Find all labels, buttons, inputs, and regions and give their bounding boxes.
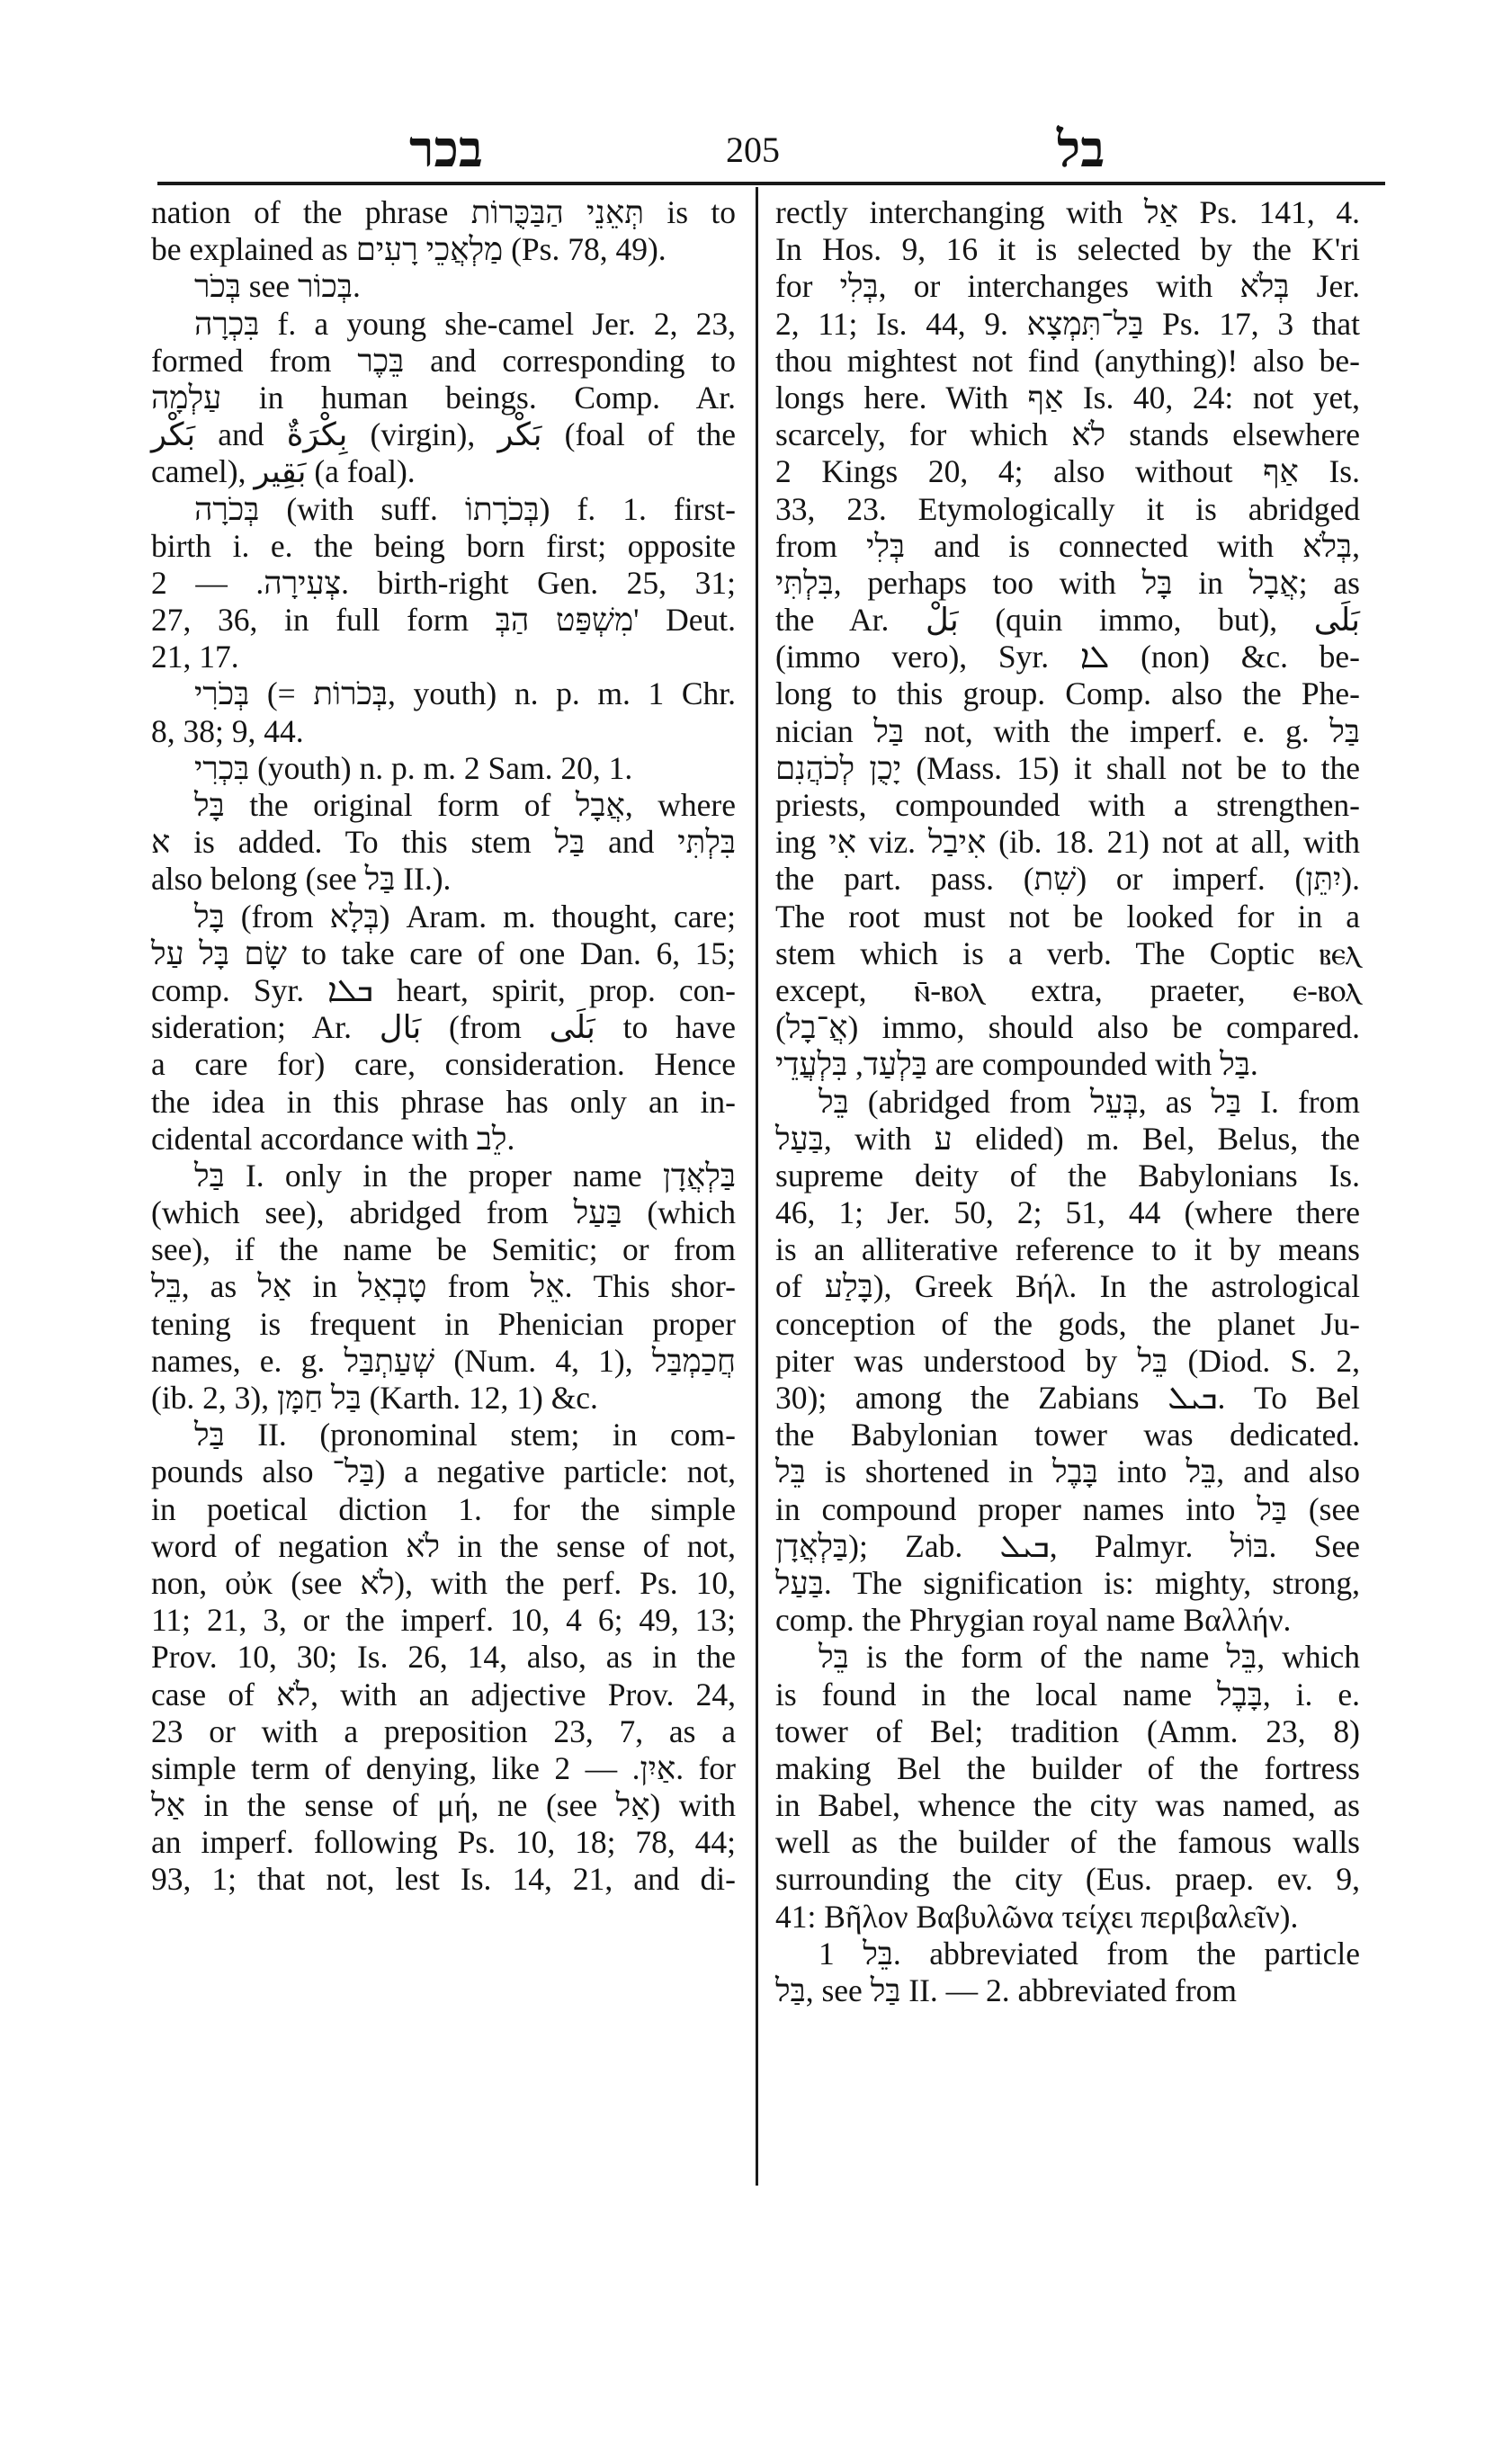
- text-line: also belong (see בַּל II.).: [151, 861, 452, 898]
- text-line: names, e. g. שְׁעַתְבַּל (Num. 4, 1), חֲכַמְבַּל: [151, 1342, 736, 1379]
- text-line: בֵּל is the form of the name בֵּל, which: [819, 1639, 1360, 1676]
- text-line: an imperf. following Ps. 10, 18; 78, 44;: [151, 1824, 736, 1861]
- text-line: supreme deity of the Babylonians Is.: [775, 1157, 1360, 1194]
- text-line: 46, 1; Jer. 50, 2; 51, 44 (where there: [775, 1194, 1360, 1231]
- text-line: בְּכֹרִי (= בְּכֹרוֹת, youth) n. p. m. 1 Chr.: [194, 675, 737, 712]
- text-line: 8, 38; 9, 44.: [151, 712, 304, 749]
- text-line: except, ⲛ̄-ⲃⲟⲗ extra, praeter, ⲉ-ⲃⲟⲗ: [775, 971, 1360, 1008]
- text-line: בְּכֹר see בְּכוֹר.: [194, 268, 361, 305]
- text-line: בֵּל 1. abbreviated from the particle: [819, 1935, 1360, 1972]
- text-line: word of negation לֹא in the sense of not,: [151, 1527, 736, 1564]
- text-line: עַלְמָה in human beings. Comp. Ar.: [151, 379, 736, 416]
- text-line: בִּכְרָה f. a young she-camel Jer. 2, 23,: [194, 305, 736, 342]
- text-line: birth i. e. the being born first; opposite: [151, 527, 736, 564]
- text-line: nician בַּל not, with the imperf. e. g. בַּל: [775, 712, 1360, 749]
- text-line: בַּעַל. The signification is: mighty, strong,: [775, 1564, 1360, 1601]
- text-line: א is added. To this stem בַּל and בִּלְתִּי: [151, 824, 736, 861]
- text-line: longs here. With אַף Is. 40, 24: not yet,: [775, 379, 1360, 416]
- right-column: [775, 194, 1360, 2009]
- text-line: אַל in the sense of μή, ne (see אַל) with: [151, 1787, 736, 1824]
- text-line: the Babylonian tower was dedicated.: [775, 1417, 1360, 1453]
- text-line: comp. the Phrygian royal name Βαλλήν.: [775, 1602, 1292, 1639]
- text-line: scarcely, for which לֹא stands elsewhere: [775, 416, 1360, 453]
- text-line: (which see), abridged from בַּעַל (which: [151, 1194, 736, 1231]
- text-line: priests, compounded with a strengthen-: [775, 787, 1360, 823]
- text-line: nation of the phrase תְּאֵנֵי הַבַּכֻּרוֹת is to: [151, 194, 736, 230]
- text-line: thou mightest not find (anything)! also be-: [775, 342, 1360, 379]
- text-line: (ib. 2, 3), בַּל חַמָּן (Karth. 12, 1) &c.: [151, 1380, 598, 1416]
- text-line: sideration; Ar. بَال (from بَلَى to have: [151, 1009, 736, 1046]
- text-line: tower of Bel; tradition (Amm. 23, 8): [775, 1712, 1360, 1749]
- text-line: 21, 17.: [151, 639, 239, 675]
- text-line: בֵּל, as אַל in טָבְאַל from אֵל. This shor-: [151, 1268, 736, 1305]
- text-line: case of לֹא, with an adjective Prov. 24,: [151, 1676, 736, 1712]
- text-line: be explained as מַלְאֲכֵי רָעִים (Ps. 78, 49).: [151, 231, 667, 268]
- text-line: 93, 1; that not, lest Is. 14, 21, and di-: [151, 1861, 736, 1898]
- text-line: צְעִירָה. — 2. birth-right Gen. 25, 31;: [151, 564, 736, 601]
- text-line: surrounding the city (Eus. praep. ev. 9,: [775, 1861, 1360, 1898]
- text-line: בֵּל is shortened in בָּבֶל into בֵּל, and also: [775, 1453, 1360, 1490]
- text-line: בָּל (from בְּלָא) Aram. m. thought, care;: [194, 898, 736, 934]
- text-line: in Babel, whence the city was named, as: [775, 1787, 1360, 1824]
- text-line: The root must not be looked for in a: [775, 898, 1360, 934]
- text-line: cidental accordance with לֵב.: [151, 1120, 515, 1157]
- text-line: 41: Βῆλον Βαβυλῶνα τείχει περιβαλεῖν).: [775, 1898, 1299, 1935]
- text-line: tening is frequent in Phenician proper: [151, 1305, 736, 1342]
- text-line: conception of the gods, the planet Ju-: [775, 1305, 1360, 1342]
- page-header: [157, 112, 1385, 184]
- text-line: بَكْر and بِكْرَةٌ (virgin), بَكْر (foal of the: [151, 416, 736, 453]
- text-line: for בְּלִי, or interchanges with בְּלֹא Jer.: [775, 268, 1360, 305]
- text-line: making Bel the builder of the fortress: [775, 1749, 1360, 1786]
- text-line: בְּכֹרָה (with suff. בְּכֹרָתוֹ) f. 1. first-: [194, 490, 736, 527]
- left-running-headword: בכר: [409, 120, 483, 179]
- text-line: the idea in this phrase has only an in-: [151, 1083, 736, 1120]
- text-line: בֵּל (abridged from בְּעֵל, as בַּל I. from: [819, 1083, 1360, 1120]
- text-line: pounds also בַּל־) a negative particle: not,: [151, 1453, 737, 1490]
- text-line: בַּל I. only in the proper name בַּלְאֲדָן: [194, 1157, 736, 1194]
- text-line: שָׂם בָּל עַל to take care of one Dan. 6, 15;: [151, 934, 736, 971]
- text-line: בַּלְאֲדָן); Zab. ܒܝܠ, Palmyr. בּוֹל. See: [775, 1527, 1360, 1564]
- text-line: formed from בֵּכֶר and corresponding to: [151, 342, 736, 379]
- header-rule: [157, 182, 1385, 185]
- text-line: בַּלְעַד, בִּלְעֲדֵי are compounded with בַּל.: [775, 1046, 1258, 1083]
- text-line: is an alliterative reference to it by means: [775, 1231, 1360, 1268]
- text-line: camel), بَقِير (a foal).: [151, 453, 416, 490]
- text-line: בָּל the original form of אֲבָל, where: [194, 787, 736, 823]
- text-line: is found in the local name בָּבֶל, i. e.: [775, 1676, 1360, 1712]
- text-line: in poetical diction 1. for the simple: [151, 1490, 736, 1527]
- text-line: a care for) care, consideration. Hence: [151, 1046, 736, 1083]
- text-line: the part. pass. (שִׁת) or imperf. (יִתֵּן).: [775, 861, 1360, 898]
- text-line: long to this group. Comp. also the Phe-: [775, 675, 1360, 712]
- text-line: from בְּלִי and is connected with בְּלֹא,: [775, 527, 1360, 564]
- text-line: 33, 23. Etymologically it is abridged: [775, 490, 1360, 527]
- text-line: stem which is a verb. The Coptic ⲃⲉⲗ: [775, 934, 1360, 971]
- right-running-headword: בל: [1057, 120, 1105, 179]
- text-line: בַּעַל, with ע elided) m. Bel, Belus, the: [775, 1120, 1360, 1157]
- text-line: (immo vero), Syr. ܠܐ (non) &c. be-: [775, 639, 1361, 675]
- text-line: the Ar. بَلْ (quin immo, but), بَلَى: [775, 602, 1360, 639]
- text-line: see), if the name be Semitic; or from: [151, 1231, 736, 1268]
- text-line: יָכֻן לְכֹהֲנִם (Mass. 15) it shall not be to the: [775, 749, 1360, 786]
- text-line: Prov. 10, 30; Is. 26, 14, also, as in the: [151, 1639, 736, 1676]
- text-line: בִּלְתִּי, perhaps too with בָּל in אֲבָל; as: [775, 564, 1360, 601]
- left-column: [151, 194, 736, 1899]
- text-line: (אֲ־בָל) immo, should also be compared.: [775, 1009, 1360, 1046]
- text-line: comp. Syr. ܒܠܐ heart, spirit, prop. con-: [151, 971, 736, 1008]
- text-line: of בָּלַע), Greek Βήλ. In the astrological: [775, 1268, 1360, 1305]
- text-line: well as the builder of the famous walls: [775, 1824, 1360, 1861]
- text-line: ing אִי viz. אִיבַל (ib. 18. 21) not at all, with: [775, 824, 1360, 861]
- text-line: piter was understood by בֵּל (Diod. S. 2,: [775, 1342, 1360, 1379]
- text-line: 23 or with a preposition 23, 7, as a: [151, 1712, 736, 1749]
- text-line: בִּכְרִי (youth) n. p. m. 2 Sam. 20, 1.: [194, 749, 633, 786]
- column-divider: [756, 187, 758, 2186]
- page-number: 205: [726, 130, 780, 170]
- text-line: 27, 36, in full form מִשְׁפַּט הַבְּ' Deut.: [151, 602, 737, 639]
- text-line: בַּל, see בַּל II. — 2. abbreviated from: [775, 1972, 1238, 2008]
- text-line: 2, 11; Is. 44, 9. בַּל־תִּמְצָא Ps. 17, 3 that: [775, 305, 1360, 342]
- text-line: 2 Kings 20, 4; also without אַף Is.: [775, 453, 1360, 490]
- text-line: 11; 21, 3, or the imperf. 10, 4 6; 49, 13;: [151, 1602, 736, 1639]
- text-line: non, οὐκ (see לֹא), with the perf. Ps. 10,: [151, 1564, 736, 1601]
- text-line: 30); among the Zabians ܒܝܠ. To Bel: [775, 1380, 1360, 1416]
- text-line: in compound proper names into בַּל (see: [775, 1490, 1360, 1527]
- text-line: בַּל II. (pronominal stem; in com-: [194, 1417, 736, 1453]
- text-line: rectly interchanging with אַל Ps. 141, 4.: [775, 194, 1360, 230]
- text-line: In Hos. 9, 16 it is selected by the K'ri: [775, 231, 1360, 268]
- text-line: simple term of denying, like אַיִן. — 2. for: [151, 1749, 736, 1786]
